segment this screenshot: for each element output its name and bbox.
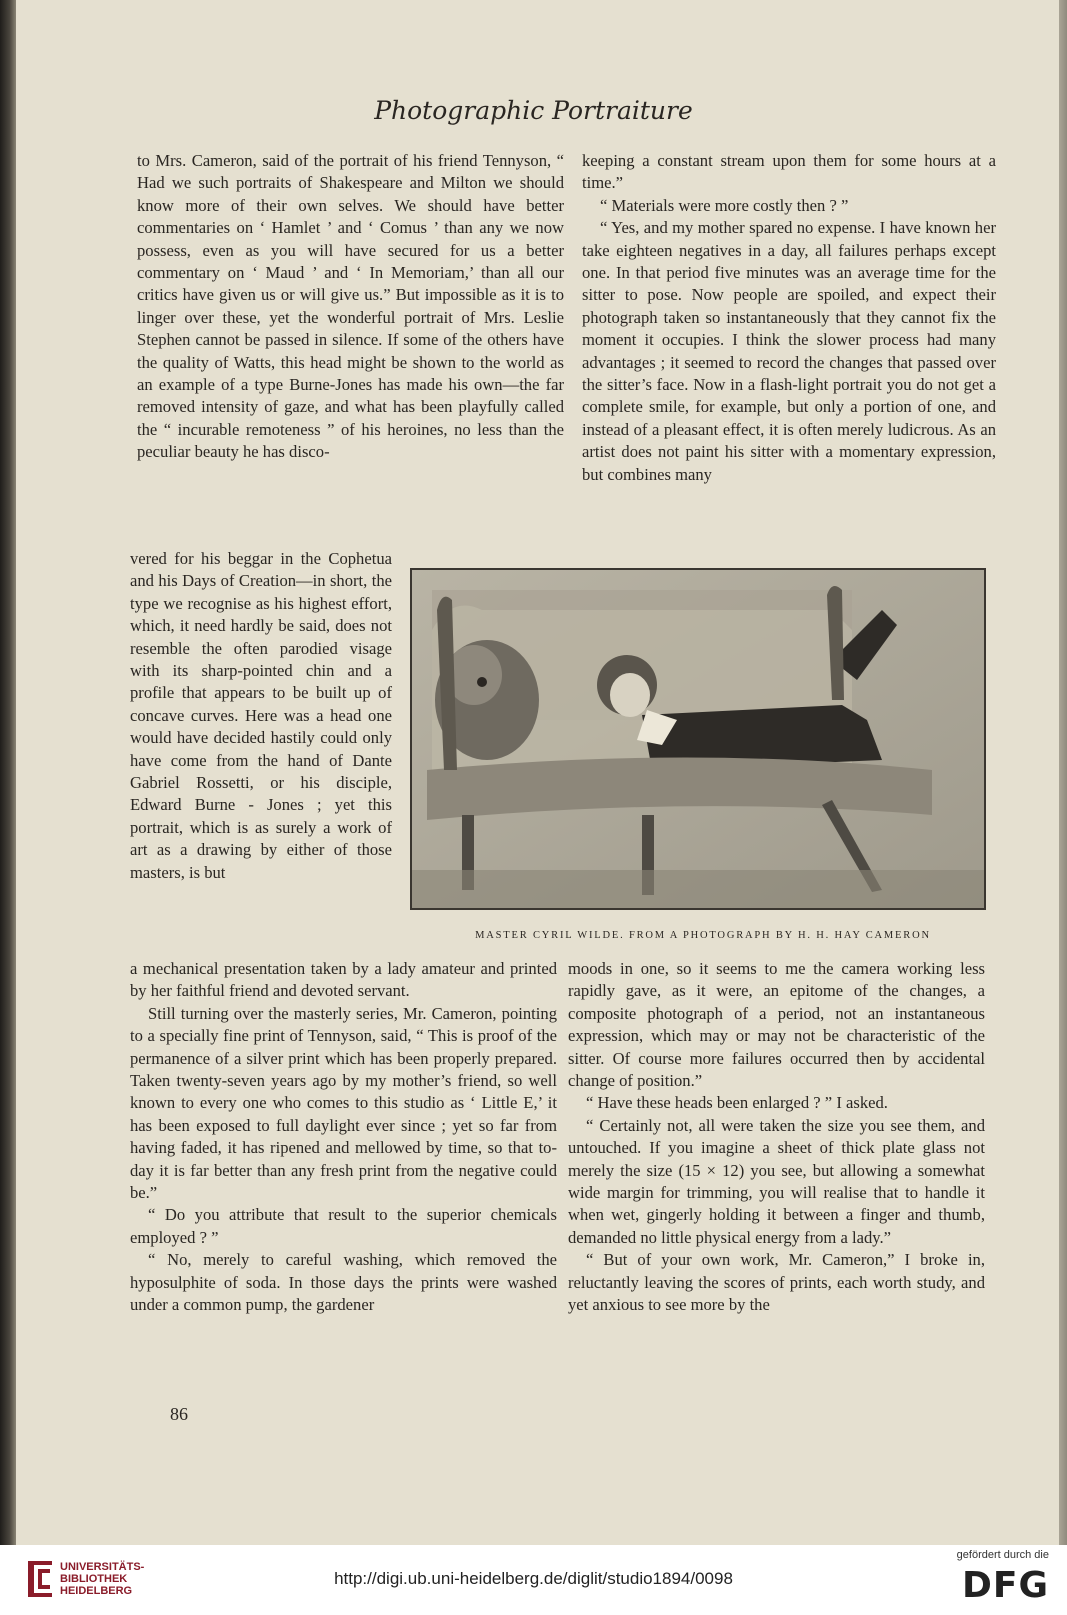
library-name-line: BIBLIOTHEK: [60, 1573, 128, 1585]
portrait-photograph: [410, 568, 986, 910]
paragraph: “ Yes, and my mother spared no expense. I have known her take eighteen negatives in a day, all failures perhaps except one. In that period five minutes was an average time for the sitter to pose. Now people are spoiled, and expect their photograph taken so instantaneously that they cannot fix the moment it occupies. I think the slower process had many advantages ; it seemed to record the changes that passed over the sitter’s face. Now in a flash-light portrait you do not get a complete smile, for example, but only a portion of one, and instead of a pleasant effect, it is often merely ludicrous. As an artist does not paint his sitter with a momentary expression, but combines many: [582, 218, 996, 484]
paragraph: vered for his beggar in the Cophetua and his Days of Creation—in short, the type we recognise as his highest effort, which, it need hardly be said, does not resemble the often parodied visage with its sharp-pointed chin and a profile that appears to be built up of concave curves. Here was a head one would have decided hastily could only have come from the hand of Dante Gabriel Rossetti, or his disciple, Edward Burne - Jones ; yet this portrait, which is as surely a work of art as a drawing by either of those masters, is but: [130, 549, 392, 882]
funding-note: gefördert durch die: [956, 1549, 1049, 1561]
page-number: 86: [170, 1404, 188, 1424]
left-column-wrap: [130, 548, 392, 884]
paragraph: a mechanical presentation taken by a lady amateur and printed by her faithful friend and devoted servant.: [130, 959, 557, 1001]
running-header: Photographic Portraiture: [374, 96, 693, 125]
library-name-line: HEIDELBERG: [60, 1585, 133, 1597]
dfg-logo: DFG: [961, 1565, 1049, 1606]
paragraph: to Mrs. Cameron, said of the portrait of his friend Tennyson, “ Had we such portraits of Shakespeare and Milton we should know more of their own selves. We should have better commentaries on ‘ Hamlet ’ and ‘ Comus ’ than any we now possess, even as you will have secured for us a better commentary on ‘ Maud ’ and ‘ In Memoriam,’ than all our critics have given us or will give us.” But impossible as it is to linger over these, yet the wonderful portrait of Mrs. Leslie Stephen cannot be passed in silence. If some of the others have the quality of Watts, this head might be shown to the world as an example of a type Burne-Jones has made his own—the far removed intensity of gaze, and what has been playfully called the “ incurable remoteness ” of his heroines, no less than the peculiar beauty he has disco-: [137, 151, 564, 462]
paragraph: “ Materials were more costly then ? ”: [600, 195, 849, 215]
paragraph: “ Certainly not, all were taken the size you see them, and untouched. If you imagine a sheet of thick plate glass not merely the size (15 × 12) you see, but allowing a somewhat wide margin for trimming, you will realise that to handle it when wet, gingerly holding it between a finger and thumb, demanded no little physical energy from a lady.”: [568, 1115, 985, 1247]
digital-library-footer: [0, 1545, 1067, 1615]
right-column-top: [582, 150, 996, 486]
paragraph: keeping a constant stream upon them for some hours at a time.”: [582, 151, 996, 193]
book-spine: [0, 0, 16, 1545]
library-name-line: UNIVERSITÄTS-: [60, 1561, 145, 1573]
right-column-bottom: [568, 958, 985, 1317]
photo-caption: MASTER CYRIL WILDE. FROM A PHOTOGRAPH BY H. H. HAY CAMERON: [475, 930, 931, 941]
left-column-bottom: [130, 958, 557, 1317]
paragraph: “ Do you attribute that result to the superior chemicals employed ? ”: [130, 1205, 557, 1247]
paragraph: “ Have these heads been enlarged ? ” I asked.: [586, 1093, 888, 1113]
source-url-link[interactable]: http://digi.ub.uni-heidelberg.de/diglit/studio1894/0098: [334, 1569, 733, 1588]
paragraph: “ But of your own work, Mr. Cameron,” I broke in, reluctantly leaving the scores of prints, each worth study, and yet anxious to see more by the: [568, 1250, 985, 1315]
paragraph: “ No, merely to careful washing, which removed the hyposulphite of soda. In those days the prints were washed under a common pump, the gardener: [130, 1250, 557, 1315]
paragraph: moods in one, so it seems to me the camera working less rapidly gave, as it were, an epitome of the changes, a composite photograph of a period, not an instantaneous expression, which may or may not be characteristic of the sitter. Of course more failures occurred then by accidental change of position.”: [568, 959, 985, 1091]
left-column-top: [137, 150, 564, 464]
photograph-image: [412, 570, 984, 908]
paragraph: Still turning over the masterly series, Mr. Cameron, pointing to a specially fine print of Tennyson, said, “ This is proof of the permanence of a silver print which has been properly prepared. Taken twenty-seven years ago by my mother’s friend, so well known to every one who comes to this studio as ‘ Little E,’ it has been exposed to full daylight ever since ; yet so far from having faded, it has ripened and mellowed by time, so that to-day it is far better than any fresh print from the negative could be.”: [130, 1003, 557, 1203]
